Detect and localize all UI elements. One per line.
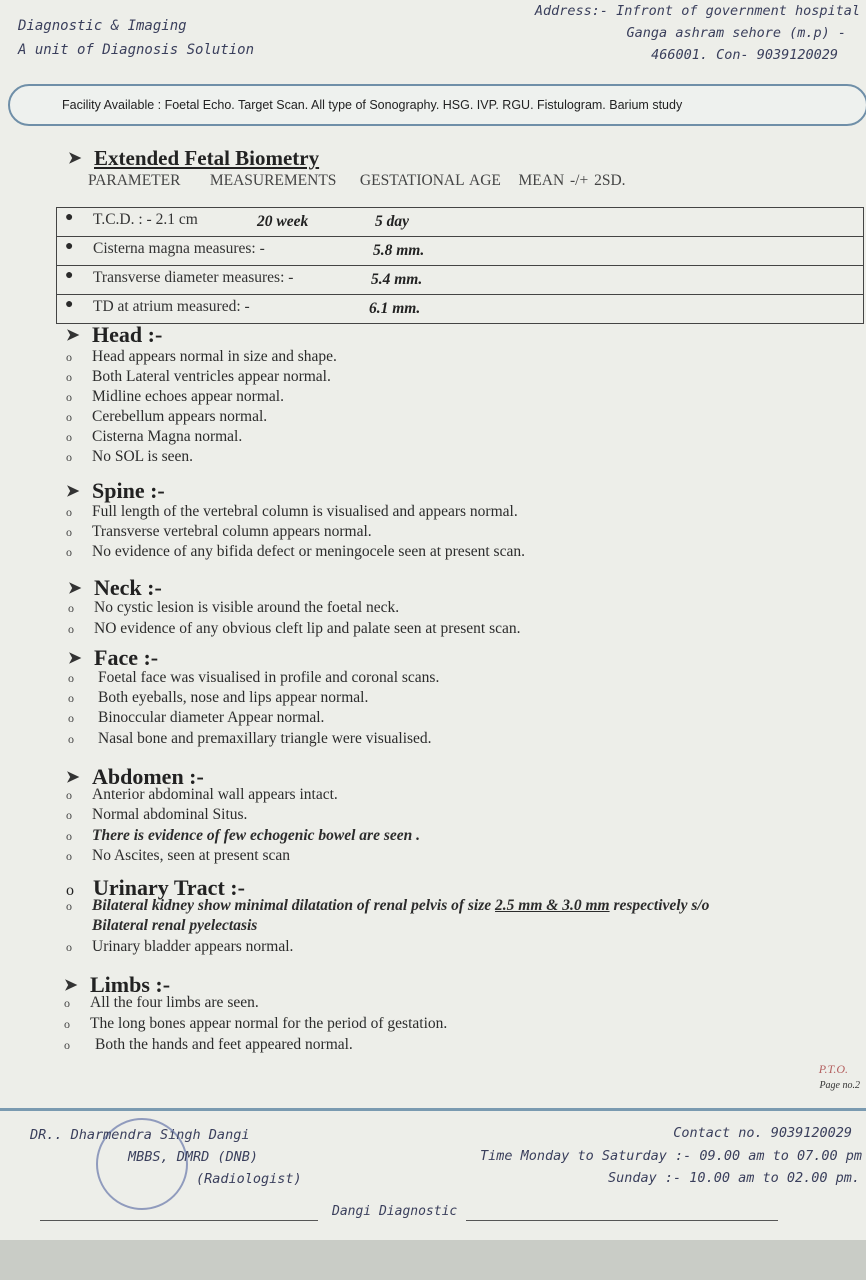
list-item-continuation: Bilateral renal pyelectasis [92, 917, 258, 934]
address-line-1: Address:- Infront of government hospital [534, 3, 860, 19]
list-item: o No Ascites, seen at present scan [66, 847, 290, 864]
list-item: o NO evidence of any obvious cleft lip and palate seen at present scan. [68, 620, 521, 637]
list-item: o The long bones appear normal for the period of gestation. [64, 1015, 448, 1032]
abdomen-heading: ➤ Abdomen :- [66, 764, 204, 789]
arrow-bullet-icon: ➤ [64, 977, 78, 994]
list-item: o Anterior abdominal wall appears intact. [66, 786, 338, 803]
spine-heading: ➤ Spine :- [66, 478, 165, 503]
list-item: o Full length of the vertebral column is visualised and appears normal. [66, 503, 518, 520]
limbs-heading: ➤ Limbs :- [64, 972, 171, 997]
list-item: o No SOL is seen. [66, 448, 194, 465]
page-number: Page no.2 [819, 1080, 860, 1091]
list-item: o All the four limbs are seen. [64, 994, 259, 1011]
list-item: o Normal abdominal Situs. [66, 806, 248, 823]
biometry-label: Cisterna magna measures: - [93, 240, 265, 257]
list-item: o Both Lateral ventricles appear normal. [66, 368, 331, 385]
biometry-table [56, 207, 864, 324]
footer-divider [0, 1108, 866, 1111]
list-item: o Both eyeballs, nose and lips appear normal. [68, 689, 369, 706]
doctor-role: (Radiologist) [196, 1171, 302, 1187]
head-heading: ➤ Head :- [66, 322, 163, 347]
facility-text: Facility Available : Foetal Echo. Target Scan. All type of Sonography. HSG. IVP. RGU. Fistulogram. Barium study [62, 98, 683, 112]
bullet-icon: ● [65, 239, 74, 254]
biometry-label: T.C.D. : - 2.1 cm [93, 211, 198, 228]
doctor-degree: MBBS, DMRD (DNB) [128, 1149, 259, 1165]
list-item: o Nasal bone and premaxillary triangle were visualised. [68, 730, 432, 747]
list-item: o Head appears normal in size and shape. [66, 348, 337, 365]
urinary-heading: o Urinary Tract :- [66, 875, 245, 900]
biometry-row [57, 237, 863, 266]
biometry-value: 6.1 mm. [369, 300, 421, 317]
clinic-name [18, 14, 254, 62]
list-item: o Foetal face was visualised in profile and coronal scans. [68, 669, 440, 686]
list-item: o Bilateral kidney show minimal dilatation of renal pelvis of size 2.5 mm & 3.0 mm respectively s/o [66, 897, 710, 914]
arrow-bullet-icon: ➤ [68, 650, 82, 667]
list-item: o Binoccular diameter Appear normal. [68, 709, 325, 726]
timing-sunday: Sunday :- 10.00 am to 02.00 pm. [608, 1170, 860, 1186]
biometry-label: Transverse diameter measures: - [93, 269, 294, 286]
footer-rule-right [466, 1220, 778, 1221]
biometry-value: 5 day [375, 213, 410, 230]
list-item: o No evidence of any bifida defect or meningocele seen at present scan. [66, 543, 525, 560]
arrow-bullet-icon: ➤ [68, 150, 82, 167]
biometry-row [57, 295, 863, 323]
list-item: o Cisterna Magna normal. [66, 428, 243, 445]
neck-heading: ➤ Neck :- [68, 575, 162, 600]
pto-note: P.T.O. [818, 1062, 848, 1076]
biometry-row [57, 266, 863, 295]
biometry-column-headers: PARAMETER MEASUREMENTS GESTATIONAL AGE MEAN -/+ 2SD. [88, 172, 626, 189]
arrow-bullet-icon: ➤ [66, 769, 80, 786]
bullet-icon: ● [65, 268, 74, 283]
contact-number: Contact no. 9039120029 [673, 1125, 852, 1141]
arrow-bullet-icon: ➤ [66, 483, 80, 500]
arrow-bullet-icon: ➤ [68, 580, 82, 597]
biometry-value: 5.8 mm. [373, 242, 425, 259]
circle-bullet-icon: o [66, 882, 74, 899]
list-item: o Both the hands and feet appeared normal. [64, 1036, 353, 1053]
biometry-title: ➤ Extended Fetal Biometry [68, 146, 320, 170]
biometry-row [57, 208, 863, 237]
clinic-line-1: Diagnostic & Imaging [18, 18, 187, 34]
biometry-value: 5.4 mm. [371, 271, 423, 288]
list-item: o No cystic lesion is visible around the foetal neck. [68, 599, 400, 616]
list-item: o Urinary bladder appears normal. [66, 938, 294, 955]
address-line-3: 466001. Con- 9039120029 [651, 47, 838, 63]
bullet-icon: ● [65, 210, 74, 225]
list-item: o Transverse vertebral column appears normal. [66, 523, 372, 540]
biometry-value: 20 week [257, 213, 309, 230]
clinic-address [535, 0, 860, 66]
timing-weekdays: Time Monday to Saturday :- 09.00 am to 07.00 pm [479, 1148, 862, 1164]
address-line-2: Ganga ashram sehore (m.p) - [626, 25, 846, 41]
biometry-label: TD at atrium measured: - [93, 298, 250, 315]
arrow-bullet-icon: ➤ [66, 327, 80, 344]
list-item: o Cerebellum appears normal. [66, 408, 268, 425]
face-heading: ➤ Face :- [68, 645, 159, 670]
list-item: o There is evidence of few echogenic bowel are seen . [66, 827, 420, 844]
footer-brand: Dangi Diagnostic [332, 1204, 458, 1219]
bullet-icon: ● [65, 297, 74, 312]
doctor-name: DR.. Dharmendra Singh Dangi [30, 1127, 250, 1143]
footer-rule-left [40, 1220, 318, 1221]
facility-banner [8, 84, 866, 126]
clinic-line-2: A unit of Diagnosis Solution [18, 42, 255, 58]
table-surface [0, 1240, 866, 1280]
list-item: o Midline echoes appear normal. [66, 388, 284, 405]
